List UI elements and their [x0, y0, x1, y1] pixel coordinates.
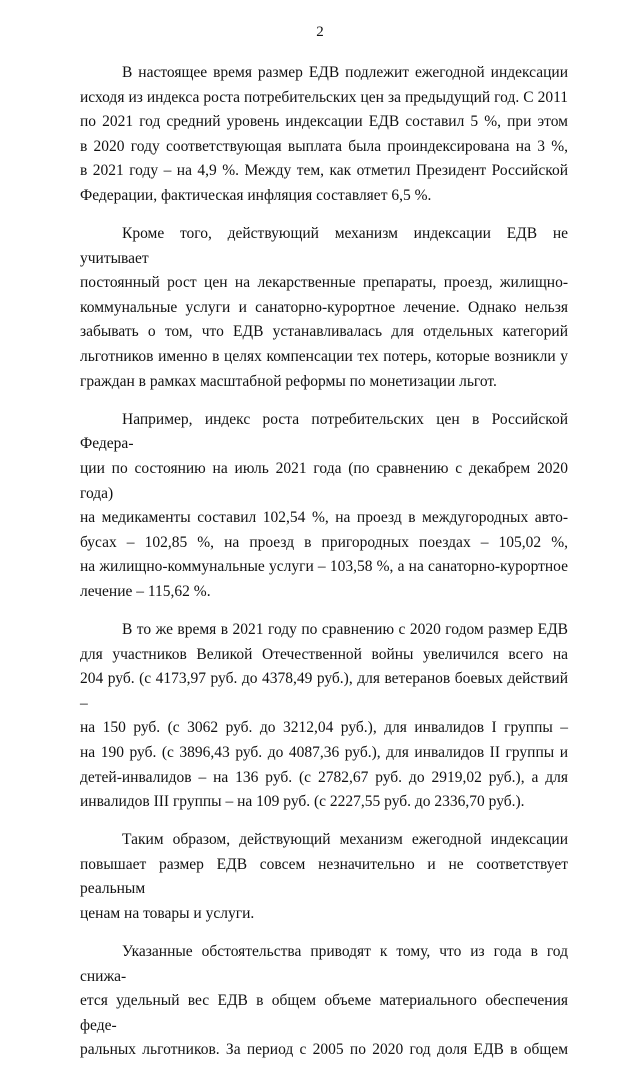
text-line: Указанные обстоятельства приводят к тому, что из года в год снижа- — [80, 943, 568, 985]
text-line: для участников Великой Отечественной войны увеличился всего на — [80, 645, 568, 663]
text-line: на жилищно-коммунальные услуги – 103,58 %, а на санаторно-курортное — [80, 558, 568, 576]
text-line: по 2021 год средний уровень индексации ЕДВ составил 5 %, при этом — [80, 113, 568, 131]
paragraph — [80, 61, 568, 209]
text-line: ется удельный вес ЕДВ в общем объеме материального обеспечения феде- — [80, 992, 568, 1034]
text-line: на 150 руб. (с 3062 руб. до 3212,04 руб.), для инвалидов I группы – — [80, 719, 568, 737]
text-line: Кроме того, действующий механизм индексации ЕДВ не учитывает — [80, 225, 568, 267]
paragraph — [80, 618, 568, 815]
text-line: бусах – 102,85 %, на проезд в пригородных поездах – 105,02 %, — [80, 533, 568, 551]
text-line: на медикаменты составил 102,54 %, на проезд в междугородных авто- — [80, 509, 568, 527]
text-line: в 2020 году соответствующая выплата была проиндексирована на 3 %, — [80, 137, 568, 155]
text-line: 204 руб. (с 4173,97 руб. до 4378,49 руб.), для ветеранов боевых действий – — [80, 670, 568, 712]
text-line: В то же время в 2021 году по сравнению с 2020 годом размер ЕДВ — [122, 620, 568, 638]
text-line: ральных льготников. За период с 2005 по 2020 год доля ЕДВ в общем — [80, 1041, 568, 1059]
text-line: на 190 руб. (с 3896,43 руб. до 4087,36 руб.), для инвалидов II группы и — [80, 743, 568, 761]
text-line: льготников именно в целях компенсации тех потерь, которые возникли у — [80, 348, 568, 366]
paragraph — [80, 222, 568, 394]
text-line: повышает размер ЕДВ совсем незначительно и не соответствует реальным — [80, 855, 568, 898]
text-line: коммунальные услуги и санаторно-курортное лечение. Однако нельзя — [80, 298, 568, 316]
text-line: ценам на товары и услуги. — [80, 905, 255, 922]
text-line: инвалидов III группы – на 109 руб. (с 2227,55 руб. до 2336,70 руб.). — [80, 793, 525, 811]
paragraph — [80, 940, 568, 1063]
text-line: граждан в рамках масштабной реформы по монетизации льгот. — [80, 372, 497, 390]
document-body — [80, 61, 568, 1077]
text-line: детей-инвалидов – на 136 руб. (с 2782,67 руб. до 2919,02 руб.), а для — [80, 768, 568, 786]
text-line: лечение – 115,62 %. — [80, 582, 211, 600]
page-number: 2 — [316, 24, 324, 40]
paragraph — [80, 828, 568, 926]
text-line: постоянный рост цен на лекарственные препараты, проезд, жилищно- — [80, 274, 568, 292]
text-line: Федерации, фактическая инфляция составляет 6,5 %. — [80, 186, 432, 204]
text-line: ции по состоянию на июль 2021 года (по сравнению с декабрем 2020 года) — [80, 459, 568, 502]
text-line: забывать о том, что ЕДВ устанавливалась для отдельных категорий — [80, 323, 568, 341]
text-line: исходя из индекса роста потребительских цен за предыдущий год. С 2011 — [80, 88, 568, 106]
text-line: Например, индекс роста потребительских цен в Российской Федера- — [80, 410, 568, 453]
text-line: В настоящее время размер ЕДВ подлежит ежегодной индексации — [122, 64, 568, 81]
text-line: Таким образом, действующий механизм ежегодной индексации — [122, 831, 568, 849]
text-line: в 2021 году – на 4,9 %. Между тем, как отметил Президент Российской — [80, 162, 568, 180]
paragraph — [80, 408, 568, 605]
